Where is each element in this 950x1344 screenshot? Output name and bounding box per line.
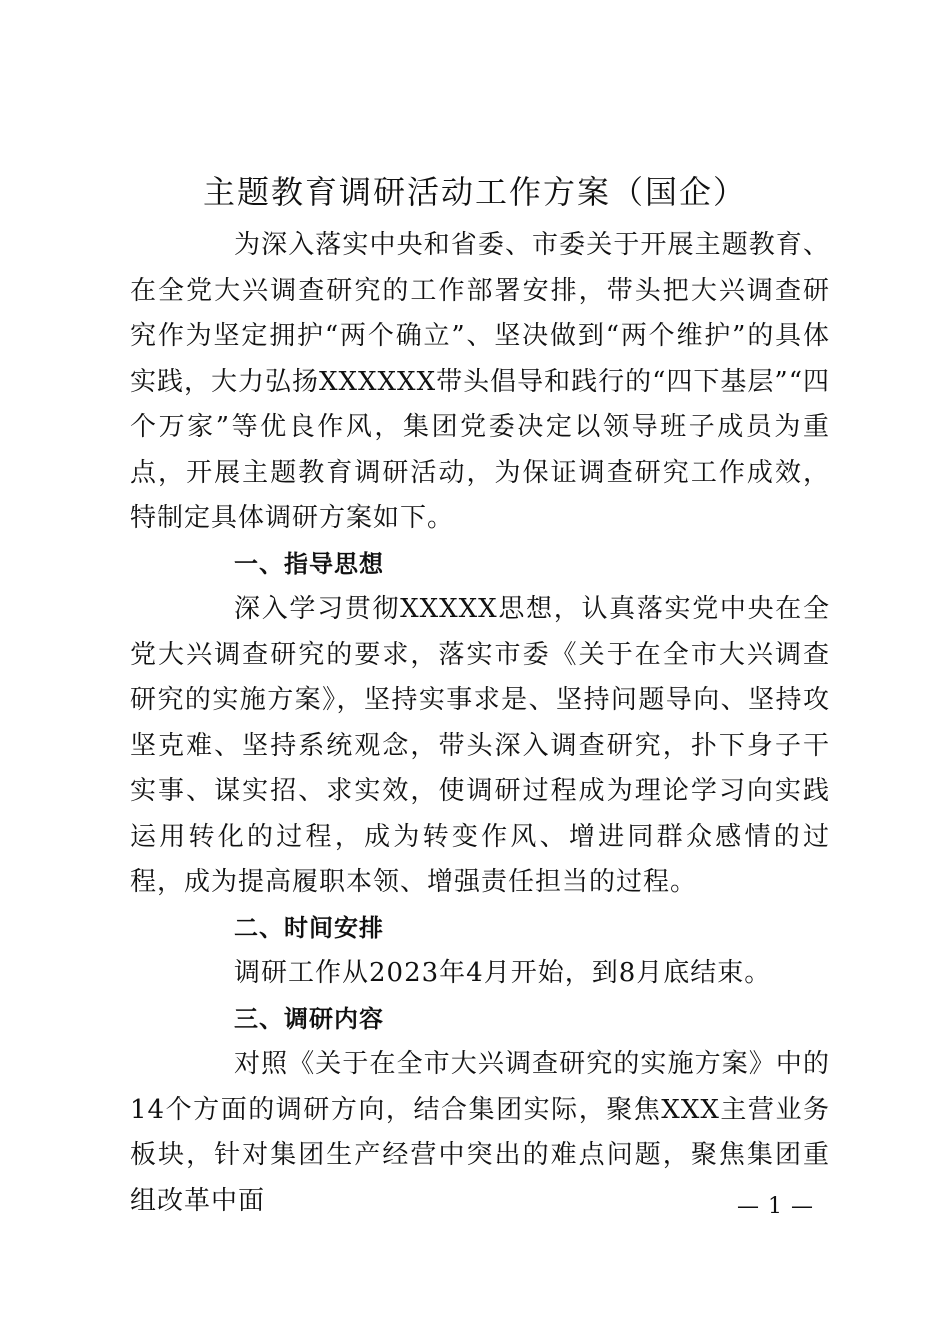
section-heading-schedule: 二、时间安排 — [234, 913, 384, 942]
section-heading-guiding-thought: 一、指导思想 — [234, 549, 384, 578]
document-body — [130, 223, 830, 1224]
intro-paragraph: 为深入落实中央和省委、市委关于开展主题教育、在全党大兴调查研究的工作部署安排，带头把大兴调查研究作为坚定拥护“两个确立”、坚决做到“两个维护”的具体实践，大力弘扬XXXXXX带头倡导和践行的“四下基层”“四个万家”等优良作风，集团党委决定以领导班子成员为重点，开展主题教育调研活动，为保证调查研究工作成效，特制定具体调研方案如下。 — [130, 230, 830, 533]
page-number: — 1 — — [737, 1194, 814, 1219]
section-heading-research-content: 三、调研内容 — [234, 1004, 384, 1033]
document-title: 主题教育调研活动工作方案（国企） — [202, 173, 747, 211]
section-text-schedule: 调研工作从2023年4月开始，到8月底结束。 — [234, 958, 772, 988]
section-text-research-content: 对照《关于在全市大兴调查研究的实施方案》中的14个方面的调研方向，结合集团实际，聚焦XXX主营业务板块，针对集团生产经营中突出的难点问题，聚焦集团重组改革中面 — [130, 1049, 830, 1216]
section-text-guiding-thought: 深入学习贯彻XXXXX思想，认真落实党中央在全党大兴调查研究的要求，落实市委《关于在全市大兴调查研究的实施方案》，坚持实事求是、坚持问题导向、坚持攻坚克难、坚持系统观念，带头深入调查研究，扑下身子干实事、谋实招、求实效，使调研过程成为理论学习向实践运用转化的过程，成为转变作风、增进同群众感情的过程，成为提高履职本领、增强责任担当的过程。 — [130, 594, 830, 897]
